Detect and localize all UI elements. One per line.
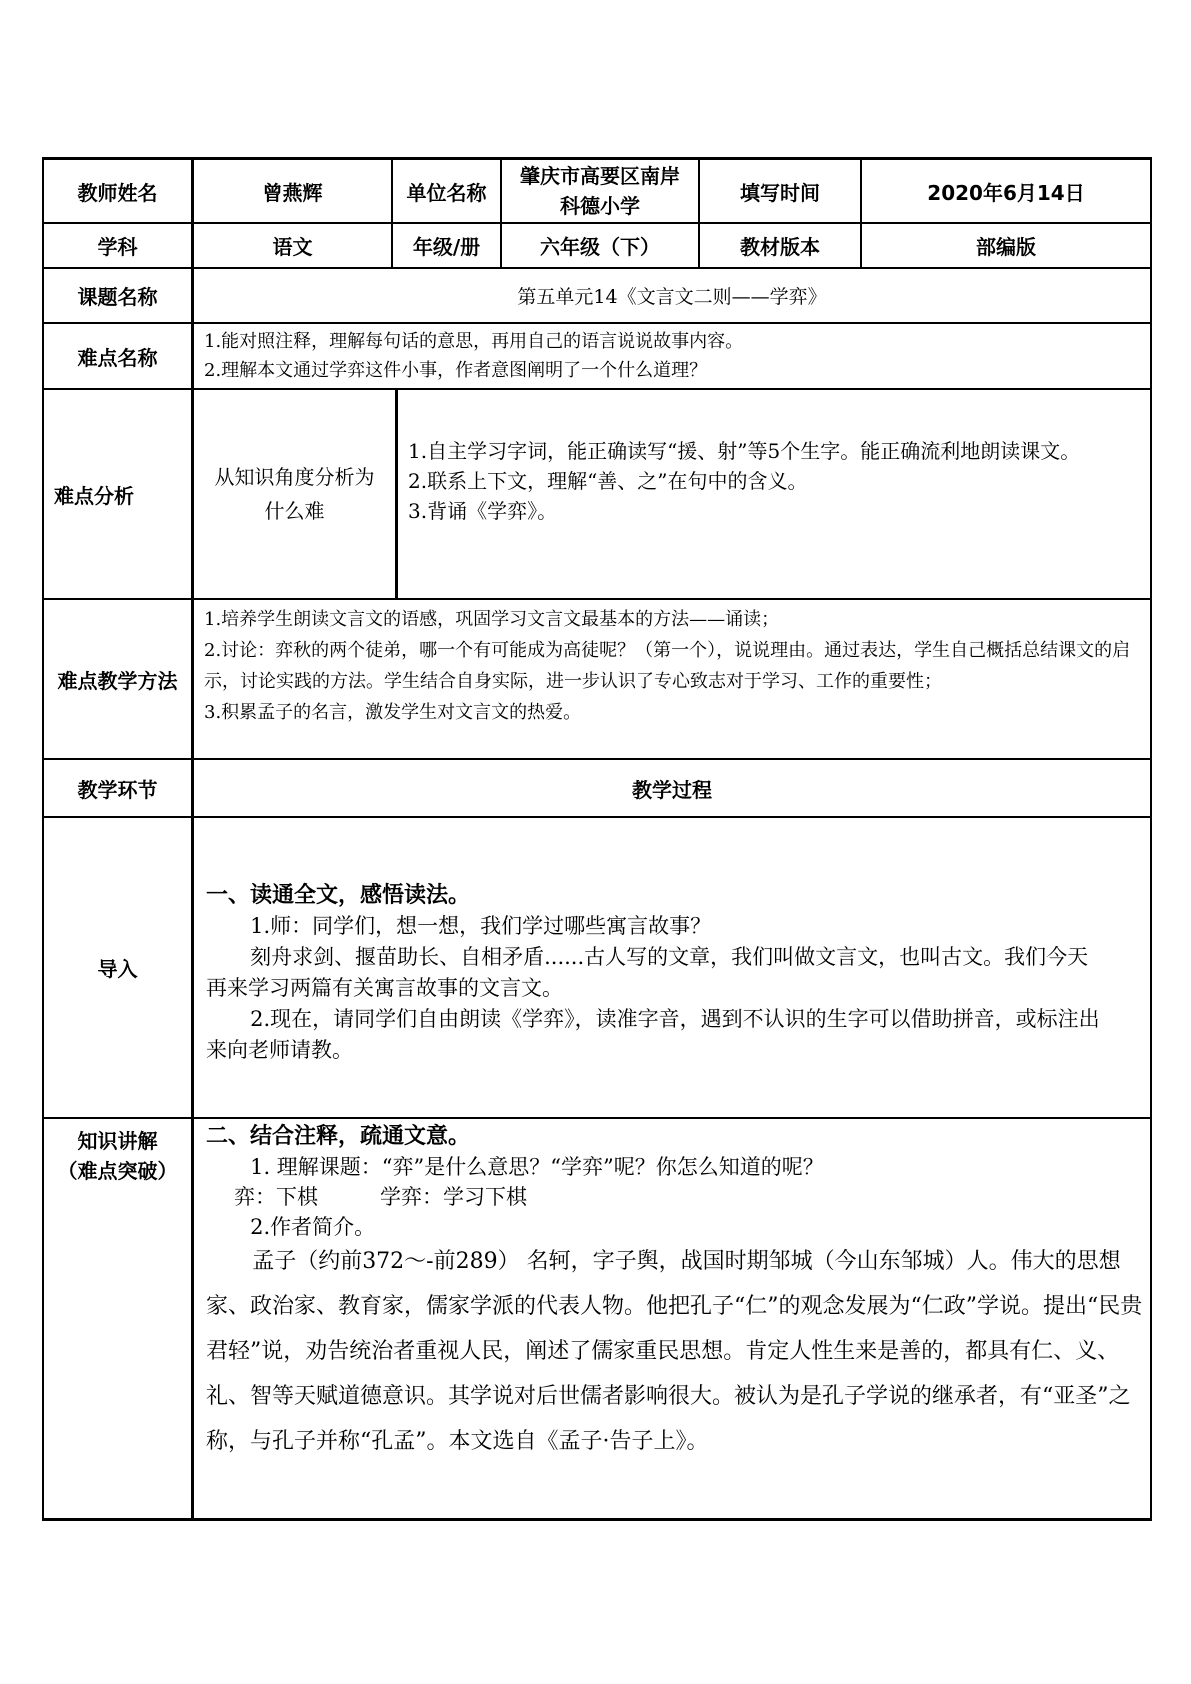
difficulty-item: 2.理解本文通过学弈这件小事，作者意图阐明了一个什么道理？ <box>204 360 708 381</box>
intro-heading: 一、读通全文，感悟读法。 <box>206 883 471 908</box>
intro-paragraph: 1.师：同学们，想一想，我们学过哪些寓言故事？ <box>250 914 712 938</box>
knowledge-paragraph: 1. 理解课题：“弈”是什么意思？“学弈”呢？你怎么知道的呢？ <box>250 1155 824 1179</box>
edition-label: 教材版本 <box>740 235 820 259</box>
subject-label: 学科 <box>97 235 138 259</box>
lesson-title-label: 课题名称 <box>77 285 158 309</box>
fill-time-value: 2020年6月14日 <box>927 180 1085 205</box>
difficulty-item: 1.能对照注释，理解每句话的意思，再用自己的语言说说故事内容。 <box>204 331 744 352</box>
unit-name-value: 肇庆市高要区南岸科德小学 <box>520 164 680 218</box>
analysis-item: 3.背诵《学弈》。 <box>408 499 558 523</box>
teacher-name-value: 曾燕辉 <box>262 180 323 205</box>
unit-name-label: 单位名称 <box>406 180 487 205</box>
difficulty-list <box>204 327 1144 385</box>
author-intro-paragraph: 孟子（约前372～-前289） 名轲，字子舆，战国时期邹城（今山东邹城）人。伟大的思想家、政治家、教育家，儒家学派的代表人物。他把孔子“仁”的观念发展为“仁政”学说。提出“民贵君轻”说，劝告统治者重视人民，阐述了儒家重民思想。肯定人性生来是善的，都具有仁、义、礼、智等天赋道德意识。其学说对后世儒者影响很大。被认为是孔子学说的继承者，有“亚圣”之称，与孔子并称“孔孟”。本文选自《孟子·告子上》。 <box>206 1249 1143 1454</box>
knowledge-paragraph: 2.作者简介。 <box>250 1215 376 1239</box>
edition-value: 部编版 <box>976 235 1036 259</box>
knowledge-content <box>206 1122 1146 1242</box>
knowledge-label <box>44 1126 191 1186</box>
knowledge-definition: 学弈：学习下棋 <box>380 1185 527 1209</box>
method-label: 难点教学方法 <box>57 668 178 693</box>
knowledge-label-line: 知识讲解 <box>77 1129 158 1153</box>
method-item: 1.培养学生朗读文言文的语感，巩固学习文言文最基本的方法——诵读； <box>204 609 780 630</box>
method-item: 3.积累孟子的名言，激发学生对文言文的热爱。 <box>204 702 582 723</box>
analysis-item: 1.自主学习字词，能正确读写“援、射”等5个生字。能正确流利地朗读课文。 <box>408 439 1081 463</box>
knowledge-label-line: （难点突破） <box>57 1159 178 1183</box>
analysis-label: 难点分析 <box>54 483 134 508</box>
intro-paragraph: 刻舟求剑、揠苗助长、自相矛盾......古人写的文章，我们叫做文言文，也叫古文。我们今天再来学习两篇有关寓言故事的文言文。 <box>206 945 1089 1000</box>
grade-value: 六年级（下） <box>540 235 660 259</box>
teacher-name-label: 教师姓名 <box>77 180 158 205</box>
fill-time-label: 填写时间 <box>740 180 820 205</box>
intro-paragraph: 2.现在，请同学们自由朗读《学弈》，读准字音，遇到不认识的生字可以借助拼音，或标注出来向老师请教。 <box>206 1007 1100 1062</box>
subject-value: 语文 <box>272 235 313 259</box>
knowledge-definition: 弈：下棋 <box>234 1185 318 1209</box>
intro-label: 导入 <box>97 957 138 981</box>
method-list <box>204 604 1144 728</box>
knowledge-definition-row <box>206 1182 1146 1212</box>
method-item: 2.讨论：弈秋的两个徒弟，哪一个有可能成为高徒呢？（第一个），说说理由。通过表达，学生自己概括总结课文的启示，讨论实践的方法。学生结合自身实际，进一步认识了专心致志对于学习、工作的重要性； <box>204 640 1131 692</box>
analysis-list <box>408 436 1146 526</box>
analysis-item: 2.联系上下文，理解“善、之”在句中的含义。 <box>408 469 808 493</box>
analysis-sub-label: 从知识角度分析为什么难 <box>214 465 375 523</box>
process-label: 教学过程 <box>632 777 712 802</box>
intro-content <box>206 880 1106 1066</box>
difficulty-label: 难点名称 <box>77 345 158 370</box>
knowledge-heading: 二、结合注释，疏通文意。 <box>206 1124 471 1149</box>
lesson-title-value: 第五单元14《文言文二则——学弈》 <box>517 286 827 308</box>
stage-label: 教学环节 <box>77 777 158 802</box>
grade-label: 年级/册 <box>412 235 481 259</box>
